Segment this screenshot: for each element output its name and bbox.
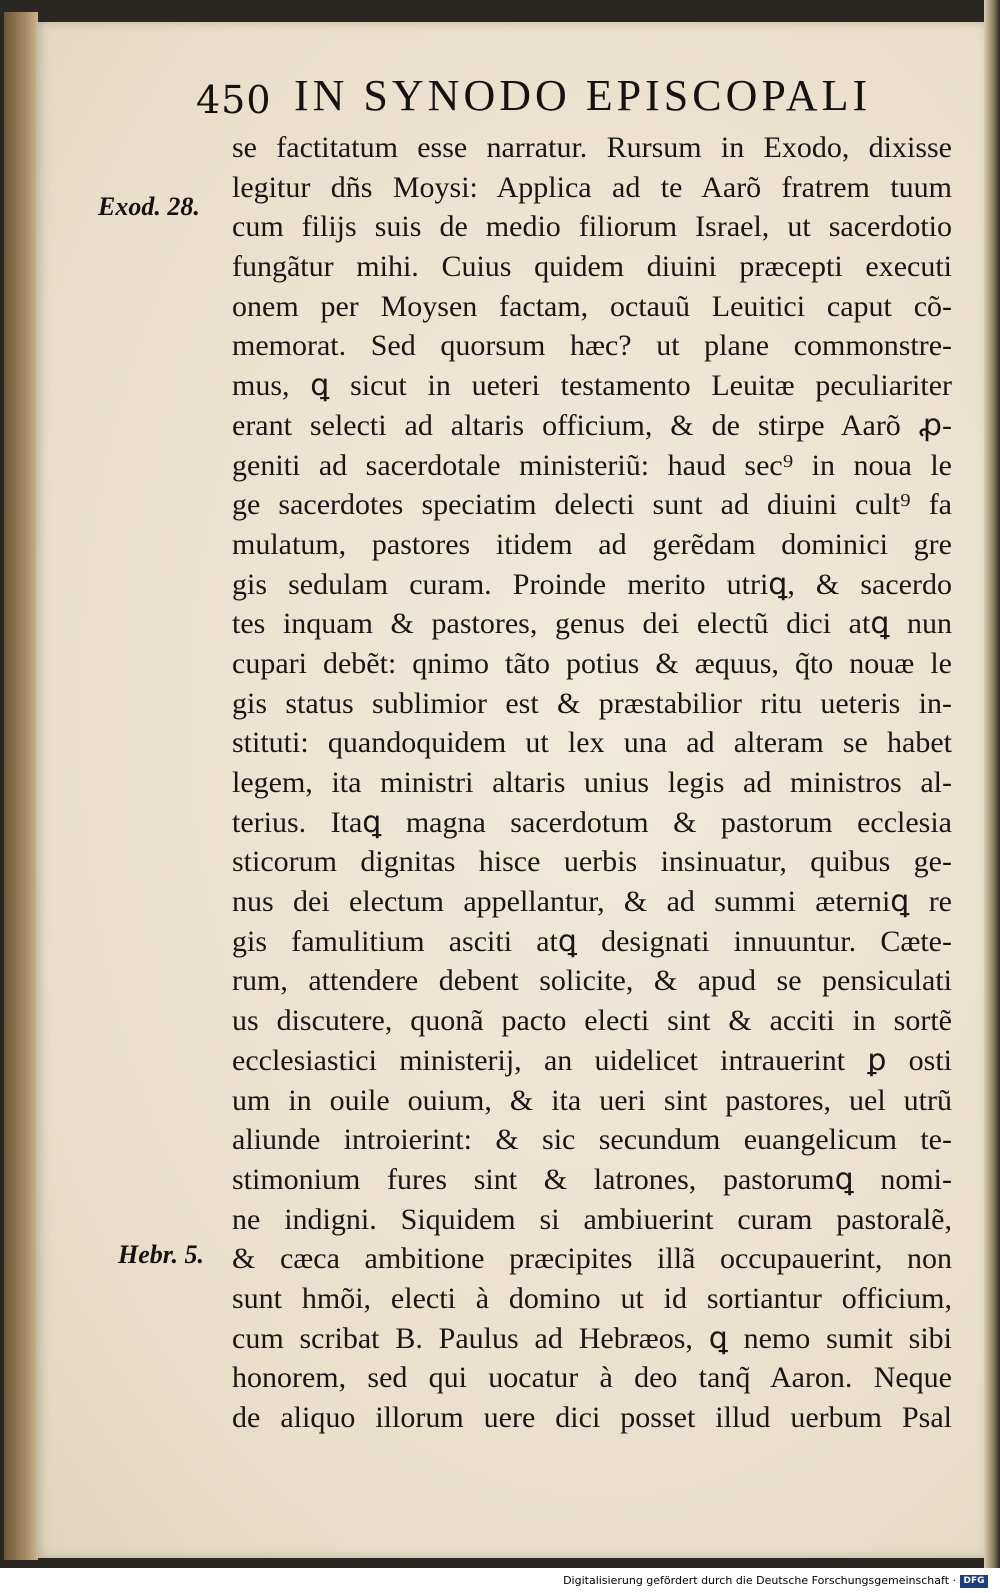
text-line: mus, ꝗ sicut in ueteri testamento Leuitæ peculiariter bbox=[232, 369, 952, 403]
text-line: gis status sublimior est & præstabilior ritu ueteris in- bbox=[232, 686, 952, 720]
text-line: geniti ad sacerdotale ministeriũ: haud sec⁹ in noua le bbox=[232, 448, 952, 482]
text-line: nus dei electum appellantur, & ad summi æterniꝗ re bbox=[232, 885, 952, 919]
text-line: cupari debẽt: qnimo tãto potius & æquus, q̃to nouæ le bbox=[232, 646, 952, 680]
text-line: honorem, sed qui uocatur à deo tanq̃ Aaron. Neque bbox=[232, 1361, 952, 1395]
text-line: ge sacerdotes speciatim delecti sunt ad diuini cult⁹ fa bbox=[232, 488, 952, 522]
text-line: cum filijs suis de medio filiorum Israel, ut sacerdotio bbox=[232, 210, 952, 244]
footer-bar bbox=[0, 1572, 1000, 1593]
text-line: de aliquo illorum uere dici posset illud uerbum Psal bbox=[232, 1401, 952, 1434]
text-line: gis sedulam curam. Proinde merito utriꝗ, & sacerdo bbox=[232, 567, 952, 601]
page-header bbox=[196, 70, 896, 130]
text-line: & cæca ambitione præcipites illã occupauerint, non bbox=[232, 1242, 952, 1276]
text-line: fungãtur mihi. Cuius quidem diuini præcepti executi bbox=[232, 250, 952, 284]
text-line: stimonium fures sint & latrones, pastorumꝗ nomi- bbox=[232, 1162, 952, 1196]
text-line: ne indigni. Siquidem si ambiuerint curam pastoralẽ, bbox=[232, 1202, 952, 1236]
text-line: memorat. Sed quorsum hæc? ut plane commonstre- bbox=[232, 329, 952, 363]
body-text bbox=[232, 128, 952, 1438]
text-line: terius. Itaꝗ magna sacerdotum & pastorum ecclesia bbox=[232, 805, 952, 839]
margin-note-exodus: Exod. 28. bbox=[98, 192, 200, 221]
text-line: stituti: quandoquidem ut lex una ad alteram se habet bbox=[232, 726, 952, 760]
digitization-credit: Digitalisierung gefördert durch die Deutsche Forschungsgemeinschaft · bbox=[563, 1574, 956, 1587]
text-line: rum, attendere debent solicite, & apud se pensiculati bbox=[232, 964, 952, 998]
text-line: um in ouile ouium, & ita ueri sint pastores, uel utrũ bbox=[232, 1083, 952, 1117]
text-line: aliunde introierint: & sic secundum euangelicum te- bbox=[232, 1123, 952, 1157]
text-line: mulatum, pastores itidem ad gerẽdam dominici gre bbox=[232, 527, 952, 561]
running-head: IN SYNODO EPISCOPALI bbox=[294, 71, 872, 120]
text-line: ecclesiastici ministerij, an uidelicet intrauerint ꝑ osti bbox=[232, 1043, 952, 1077]
text-line: erant selecti ad altaris officium, & de stirpe Aarõ ꝓ- bbox=[232, 408, 952, 442]
text-line: gis famulitium asciti atꝗ designati innuuntur. Cæte- bbox=[232, 924, 952, 958]
text-line: us discutere, quonã pacto electi sint & acciti in sortẽ bbox=[232, 1004, 952, 1038]
dfg-logo: DFG bbox=[960, 1575, 988, 1588]
text-line: cum scribat B. Paulus ad Hebræos, ꝗ nemo sumit sibi bbox=[232, 1321, 952, 1355]
text-line: tes inquam & pastores, genus dei electũ dici atꝗ nun bbox=[232, 607, 952, 641]
text-line: se factitatum esse narratur. Rursum in Exodo, dixisse bbox=[232, 131, 952, 164]
text-line: sticorum dignitas hisce uerbis insinuatur, quibus ge- bbox=[232, 845, 952, 879]
page-number: 450 bbox=[196, 78, 272, 122]
margin-note-hebrews: Hebr. 5. bbox=[118, 1240, 204, 1269]
book-binding-edge bbox=[4, 12, 38, 1560]
text-line: legem, ita ministri altaris unius legis ad ministros al- bbox=[232, 766, 952, 799]
text-line: onem per Moysen factam, octauũ Leuitici caput cõ- bbox=[232, 289, 952, 323]
text-line: sunt hmõi, electi à domino ut id sortiantur officium, bbox=[232, 1281, 952, 1315]
text-line: legitur dñs Moysi: Applica ad te Aarõ fratrem tuum bbox=[232, 170, 952, 204]
page-right-edge bbox=[984, 0, 1000, 1568]
